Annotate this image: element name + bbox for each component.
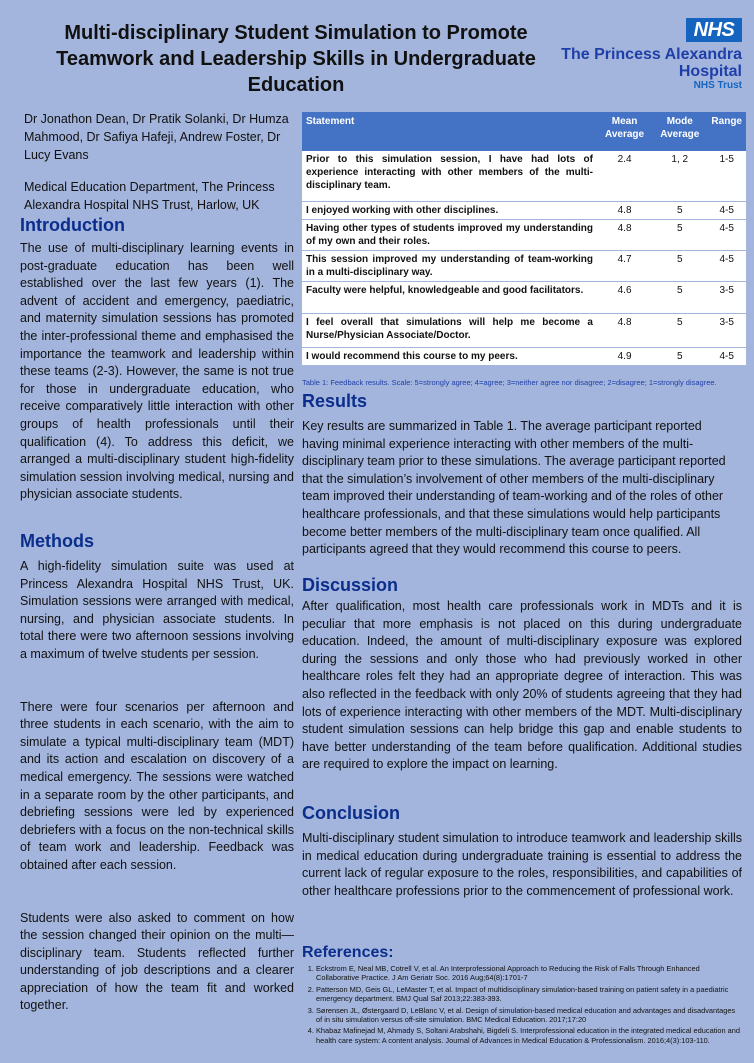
row-mean: 4.8 xyxy=(597,219,652,250)
hospital-name-line1: The Princess Alexandra xyxy=(561,46,742,63)
table-row xyxy=(302,313,746,347)
hospital-name-line2: Hospital xyxy=(678,63,742,80)
row-mode: 5 xyxy=(652,201,707,219)
results-heading: Results xyxy=(302,391,368,411)
conclusion-section xyxy=(302,802,742,900)
row-range: 3-5 xyxy=(707,281,746,313)
discussion-text: After qualification, most health care professionals work in MDTs and it is peculiar that more emphasis is not placed on this during undergraduate education. Indeed, the amount of multi-disciplinary exposure was explored during the sessions and only those who had previously worked in other healthcare roles felt they had an appropriate degree of interaction. This was also reflected in the feedback with only 20% of students agreeing that they had lots of experience interacting with other members of the MDT. Multi-disciplinary student simulation sessions can help bridge this gap and enable students to have better understanding of the team before qualification. Additional studies are required to explore the impact on learning. xyxy=(302,599,742,772)
row-statement: I enjoyed working with other disciplines. xyxy=(302,201,597,219)
hospital-name xyxy=(561,46,742,92)
table-row xyxy=(302,281,746,313)
row-mean: 2.4 xyxy=(597,151,652,201)
reference-item: 2. Patterson MD, Geis GL, LeMaster T, et al. Impact of multidisciplinary simulation-based training on patient safety in a paediatric emergency department. BMJ Qual Saf 2013;22:383-393. xyxy=(316,985,742,1004)
row-statement: This session improved my understanding of team-working in a multi-disciplinary way. xyxy=(302,250,597,281)
row-statement: I would recommend this course to my peers. xyxy=(302,347,597,365)
nhs-logo: NHS xyxy=(686,18,742,42)
poster-title: Multi-disciplinary Student Simulation to Promote Teamwork and Leadership Skills in Undergraduate Education xyxy=(56,22,536,96)
header-mode: Mode Average xyxy=(652,112,707,151)
row-mean: 4.8 xyxy=(597,201,652,219)
row-mean: 4.8 xyxy=(597,313,652,347)
hospital-name-line3: NHS Trust xyxy=(693,80,742,91)
affiliation: Medical Education Department, The Princess Alexandra Hospital NHS Trust, Harlow, UK xyxy=(24,180,275,212)
row-mode: 5 xyxy=(652,281,707,313)
row-statement: I feel overall that simulations will help me become a Nurse/Physician Associate/Doctor. xyxy=(302,313,597,347)
table-row xyxy=(302,151,746,201)
results-text: Key results are summarized in Table 1. The average participant reported having minimal experience interacting with other members of the multi-disciplinary team prior to these simulations. The average participant reported that the simulation’s involvement of other members of the multi-disciplinary team improved their understanding of team-working and of the roles of other healthcare professionals, and that these simulations would help participants become better members of the multi-disciplinary team once qualified. All participants agreed that they would recommend this course to peers. xyxy=(302,419,726,557)
row-range: 3-5 xyxy=(707,313,746,347)
table-row xyxy=(302,347,746,365)
row-mode: 1, 2 xyxy=(652,151,707,201)
methods-paragraph-1: A high-fidelity simulation suite was used at Princess Alexandra Hospital NHS Trust, UK. Simulation sessions were arranged with medical, nursing, and physician associate students. In total there were two afternoon sessions involving a maximum of twelve students per session. xyxy=(20,559,294,661)
conclusion-text: Multi-disciplinary student simulation to introduce teamwork and leadership skills in medical education during undergraduate training is essential to address the current lack of regular exposure to the roles, responsibilities, and capabilities of other healthcare professions prior to the commencement of professional work. xyxy=(302,831,742,898)
table-row xyxy=(302,219,746,250)
table-row xyxy=(302,250,746,281)
methods-paragraph-3: Students were also asked to comment on how the session changed their opinion on the multi—disciplinary team. Students reflected further understanding of job descriptions and a clearer appreciation of how the team fit and worked together. xyxy=(20,910,294,1013)
row-range: 4-5 xyxy=(707,201,746,219)
row-mode: 5 xyxy=(652,313,707,347)
introduction-section xyxy=(20,214,294,504)
reference-item: 1. Eckstrom E, Neal MB, Cotrell V, et al. An Interprofessional Approach to Reducing the Risk of Falls Through Enhanced Collaborative Practice. J Am Geriatr Soc. 2016 Aug;64(8):1701-7 xyxy=(316,964,742,983)
introduction-text: The use of multi-disciplinary learning events in post-graduate education has been well established over the last few years (1). The advent of accident and emergency, paediatric, and maternity simulation sessions has promoted the inter-professional theme and emphasised the importance the teamwork and leadership within these teams (2-3). However, the same is not true for those in undergraduate education, who receive comparatively little interaction with other groups of health professionals until their qualification (4). To address this deficit, we arranged a multi-disciplinary student high-fidelity simulation session involving medical, nursing and physician associate students. xyxy=(20,241,294,502)
row-statement: Faculty were helpful, knowledgeable and good facilitators. xyxy=(302,281,597,313)
reference-item: 3. Sørensen JL, Østergaard D, LeBlanc V, et al. Design of simulation-based medical education and advantages and disadvantages of in situ simulation versus off-site simulation. BMC Medical Education. 2017;17:20 xyxy=(316,1006,742,1025)
references-section xyxy=(302,944,742,1047)
reference-list xyxy=(302,964,742,1045)
row-mode: 5 xyxy=(652,219,707,250)
table-caption: Table 1: Feedback results. Scale: 5=strongly agree; 4=agree; 3=neither agree nor disagree; 2=disagree; 1=strongly disagree. xyxy=(302,378,717,387)
row-mode: 5 xyxy=(652,347,707,365)
methods-paragraph-2: There were four scenarios per afternoon and three students in each scenario, with the aim to simulate a typical multi-disciplinary team (MDT) and its action and escalation on discovery of a medical emergency. The sessions were watched in a separate room by the other participants, and debriefing sessions were led by experienced debriefers with a focus on the non-technical skills of team work and leadership. Feedback was obtained after each session. xyxy=(20,699,294,872)
reference-item: 4. Khabaz Mafinejad M, Ahmady S, Soltani Arabshahi, Bigdeli S. Interprofessional education in the integrated medical education and health care system: A content analysis. Journal of Advances in Medical Education & Professionalism. 2016;4(3):103-110. xyxy=(316,1026,742,1045)
row-mode: 5 xyxy=(652,250,707,281)
row-range: 4-5 xyxy=(707,250,746,281)
author-list: Dr Jonathon Dean, Dr Pratik Solanki, Dr Humza Mahmood, Dr Safiya Hafeji, Andrew Foster, Dr Lucy Evans xyxy=(24,112,289,162)
discussion-section xyxy=(302,574,742,774)
methods-section xyxy=(20,530,294,1015)
header-mean: Mean Average xyxy=(597,112,652,151)
row-range: 4-5 xyxy=(707,347,746,365)
row-range: 4-5 xyxy=(707,219,746,250)
conclusion-heading: Conclusion xyxy=(302,803,400,823)
header-statement: Statement xyxy=(302,112,597,151)
header-range: Range xyxy=(707,112,746,151)
references-heading: References: xyxy=(302,944,394,961)
table-header-row xyxy=(302,112,746,151)
introduction-heading: Introduction xyxy=(20,215,125,235)
feedback-table xyxy=(302,112,746,366)
row-mean: 4.9 xyxy=(597,347,652,365)
table-row xyxy=(302,201,746,219)
row-range: 1-5 xyxy=(707,151,746,201)
results-section xyxy=(302,390,742,559)
row-statement: Having other types of students improved my understanding of my own and their roles. xyxy=(302,219,597,250)
methods-heading: Methods xyxy=(20,531,94,551)
row-mean: 4.7 xyxy=(597,250,652,281)
row-statement: Prior to this simulation session, I have had lots of experience interacting with other members of the multi-disciplinary team. xyxy=(302,151,597,201)
discussion-heading: Discussion xyxy=(302,575,399,595)
row-mean: 4.6 xyxy=(597,281,652,313)
